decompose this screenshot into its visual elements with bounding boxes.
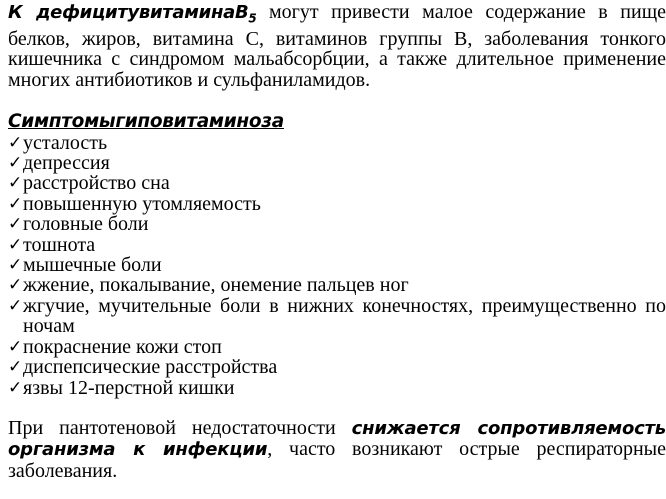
- intro-lead-subscript: 5: [248, 11, 257, 26]
- conclusion-emphasis-text: снижается сопротивляемость организма к инфекции: [8, 417, 666, 461]
- conclusion-paragraph: [8, 418, 666, 481]
- intro-rest-text: могут привести малое содержание в пище белков, жиров, витамина С, витаминов группы В, заболевания тонкого кишечника с синдромом мальабсорбции, а также длительное применение многих антибиотиков и сульфаниламидов.: [8, 1, 666, 91]
- checkmark-icon: ✓: [8, 275, 23, 296]
- symptoms-list: [8, 133, 666, 398]
- checkmark-icon: ✓: [8, 173, 23, 194]
- intro-lead-text: К дефицитувитаминаВ: [8, 2, 249, 23]
- list-item-text: диспепсические расстройства: [23, 356, 278, 379]
- intro-lead: [8, 2, 257, 26]
- list-item: [8, 194, 666, 214]
- checkmark-icon: ✓: [8, 234, 23, 255]
- list-item-text: расстройство сна: [23, 172, 170, 195]
- list-item: [8, 275, 666, 295]
- list-item: [8, 296, 666, 337]
- list-item: [8, 255, 666, 275]
- checkmark-icon: ✓: [8, 132, 23, 153]
- list-item-text: головные боли: [23, 213, 149, 236]
- list-item: [8, 173, 666, 193]
- list-item: [8, 214, 666, 234]
- list-item-text: мышечные боли: [23, 254, 162, 277]
- list-item: [8, 357, 666, 377]
- checkmark-icon: ✓: [8, 255, 23, 276]
- list-item: [8, 378, 666, 398]
- conclusion-after-text: , часто возникают острые респираторные заболевания.: [8, 438, 666, 482]
- list-item-text: депрессия: [23, 152, 110, 175]
- list-item: [8, 337, 666, 357]
- conclusion-before-text: При пантотеновой недостаточности: [8, 416, 352, 439]
- checkmark-icon: ✓: [8, 377, 23, 398]
- checkmark-icon: ✓: [8, 214, 23, 235]
- intro-paragraph: [8, 2, 666, 90]
- list-item-text: тошнота: [23, 233, 96, 256]
- list-item: [8, 235, 666, 255]
- list-item-text: жжение, покалывание, онемение пальцев ног: [23, 274, 409, 297]
- list-item-text: усталость: [23, 131, 108, 154]
- list-item-text: язвы 12-перстной кишки: [23, 376, 235, 399]
- symptoms-heading: Симптомыгиповитаминоза: [8, 111, 284, 133]
- checkmark-icon: ✓: [8, 153, 23, 174]
- checkmark-icon: ✓: [8, 336, 23, 357]
- list-item: [8, 153, 666, 173]
- checkmark-icon: ✓: [8, 295, 23, 316]
- list-item-text: жгучие, мучительные боли в нижних конечностях, преимущественно по ночам: [23, 294, 666, 338]
- list-item-text: покраснение кожи стоп: [23, 335, 222, 358]
- list-item: [8, 133, 666, 153]
- checkmark-icon: ✓: [8, 357, 23, 378]
- list-item-text: повышенную утомляемость: [23, 192, 261, 215]
- checkmark-icon: ✓: [8, 193, 23, 214]
